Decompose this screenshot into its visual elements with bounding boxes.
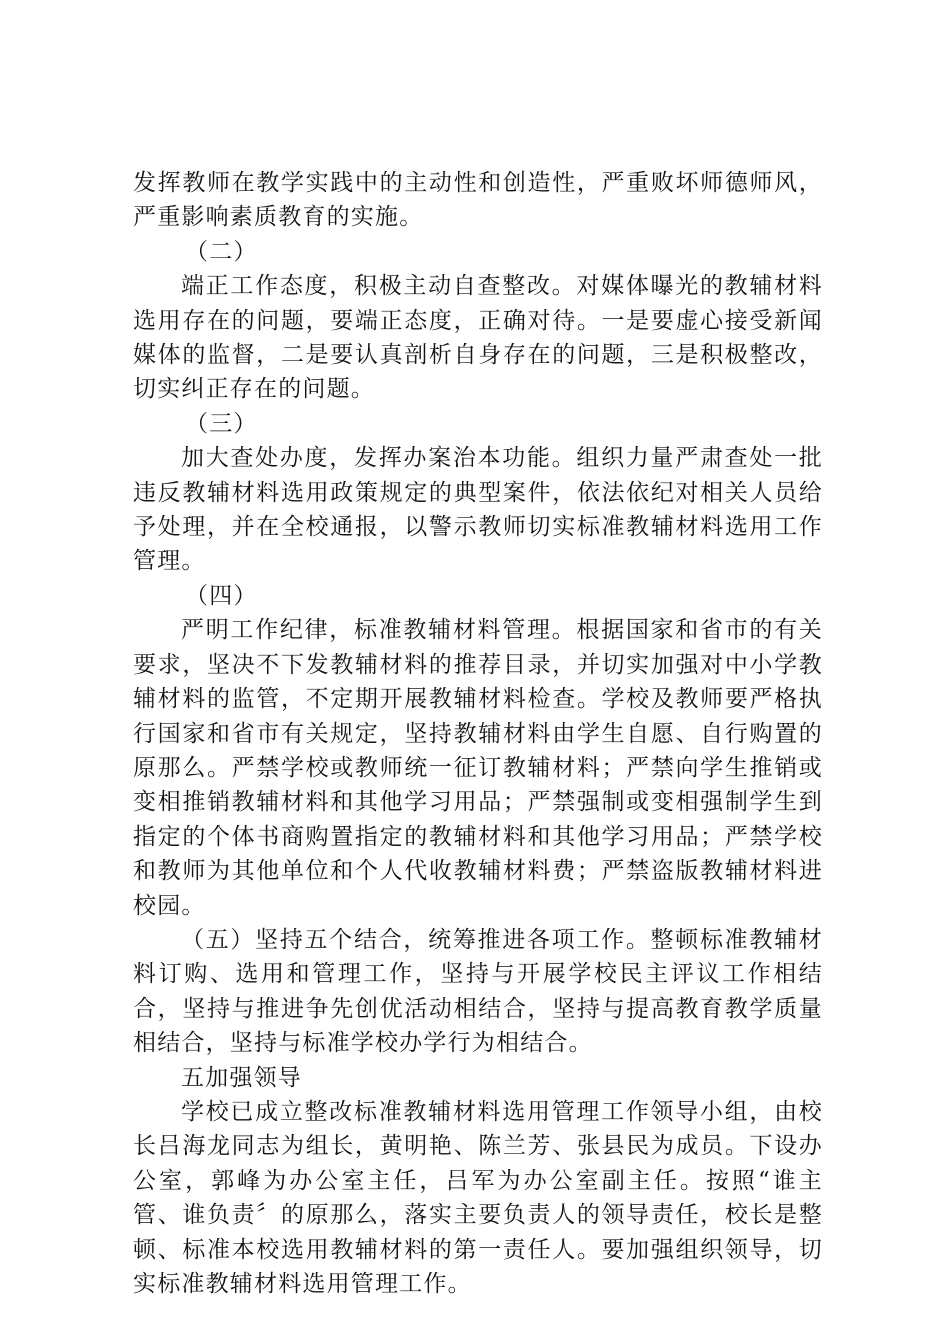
- section-heading-4: （四）: [185, 582, 258, 609]
- paragraph-section-4: 严明工作纪律，标准教辅材料管理。根据国家和省市的有关要求，坚决不下发教辅材料的推荐目录，并切实加强对中小学教辅材料的监管，不定期开展教辅材料检查。学校及教师要严格执行国家和省市有关规定，坚持教辅材料由学生自愿、自行购置的原那么。严禁学校或教师统一征订教辅材料；严禁向学生推销或变相推销教辅材料和其他学习用品；严禁强制或变相强制学生到指定的个体书商购置指定的教辅材料和其他学习用品；严禁学校和教师为其他单位和个人代收教辅材料费；严禁盗版教辅材料进校园。: [133, 617, 823, 919]
- paragraph-section-5: （五）坚持五个结合，统筹推进各项工作。整顿标准教辅材料订购、选用和管理工作，坚持与开展学校民主评议工作相结合，坚持与推进争先创优活动相结合，坚持与提高教育教学质量相结合，坚持与标准学校办学行为相结合。: [133, 926, 823, 1057]
- paragraph-continuation: 发挥教师在教学实践中的主动性和创造性，严重败坏师德师风，严重影响素质教育的实施。: [133, 170, 823, 231]
- paragraph-section-3: 加大查处办度，发挥办案治本功能。组织力量严肃查处一批违反教辅材料选用政策规定的典型案件，依法依纪对相关人员给予处理，并在全校通报，以警示教师切实标准教辅材料选用工作管理。: [133, 445, 823, 575]
- section-heading-leadership: 五加强领导: [181, 1064, 302, 1091]
- section-heading-2: （二）: [185, 238, 258, 265]
- section-heading-3: （三）: [185, 410, 258, 437]
- paragraph-section-2: 端正工作态度，积极主动自查整改。对媒体曝光的教辅材料选用存在的问题，要端正态度，正确对待。一是要虚心接受新闻媒体的监督，二是要认真剖析自身存在的问题，三是积极整改，切实纠正存在的问题。: [133, 273, 823, 403]
- document-body: [133, 166, 823, 1301]
- paragraph-leadership: 学校已成立整改标准教辅材料选用管理工作领导小组，由校长吕海龙同志为组长，黄明艳、陈兰芳、张县民为成员。下设办公室，郭峰为办公室主任，吕军为办公室副主任。按照“谁主管、谁负责〞的原那么，落实主要负责人的领导责任，校长是整顿、标准本校选用教辅材料的第一责任人。要加强组织领导，切实标准教辅材料选用管理工作。: [133, 1098, 823, 1297]
